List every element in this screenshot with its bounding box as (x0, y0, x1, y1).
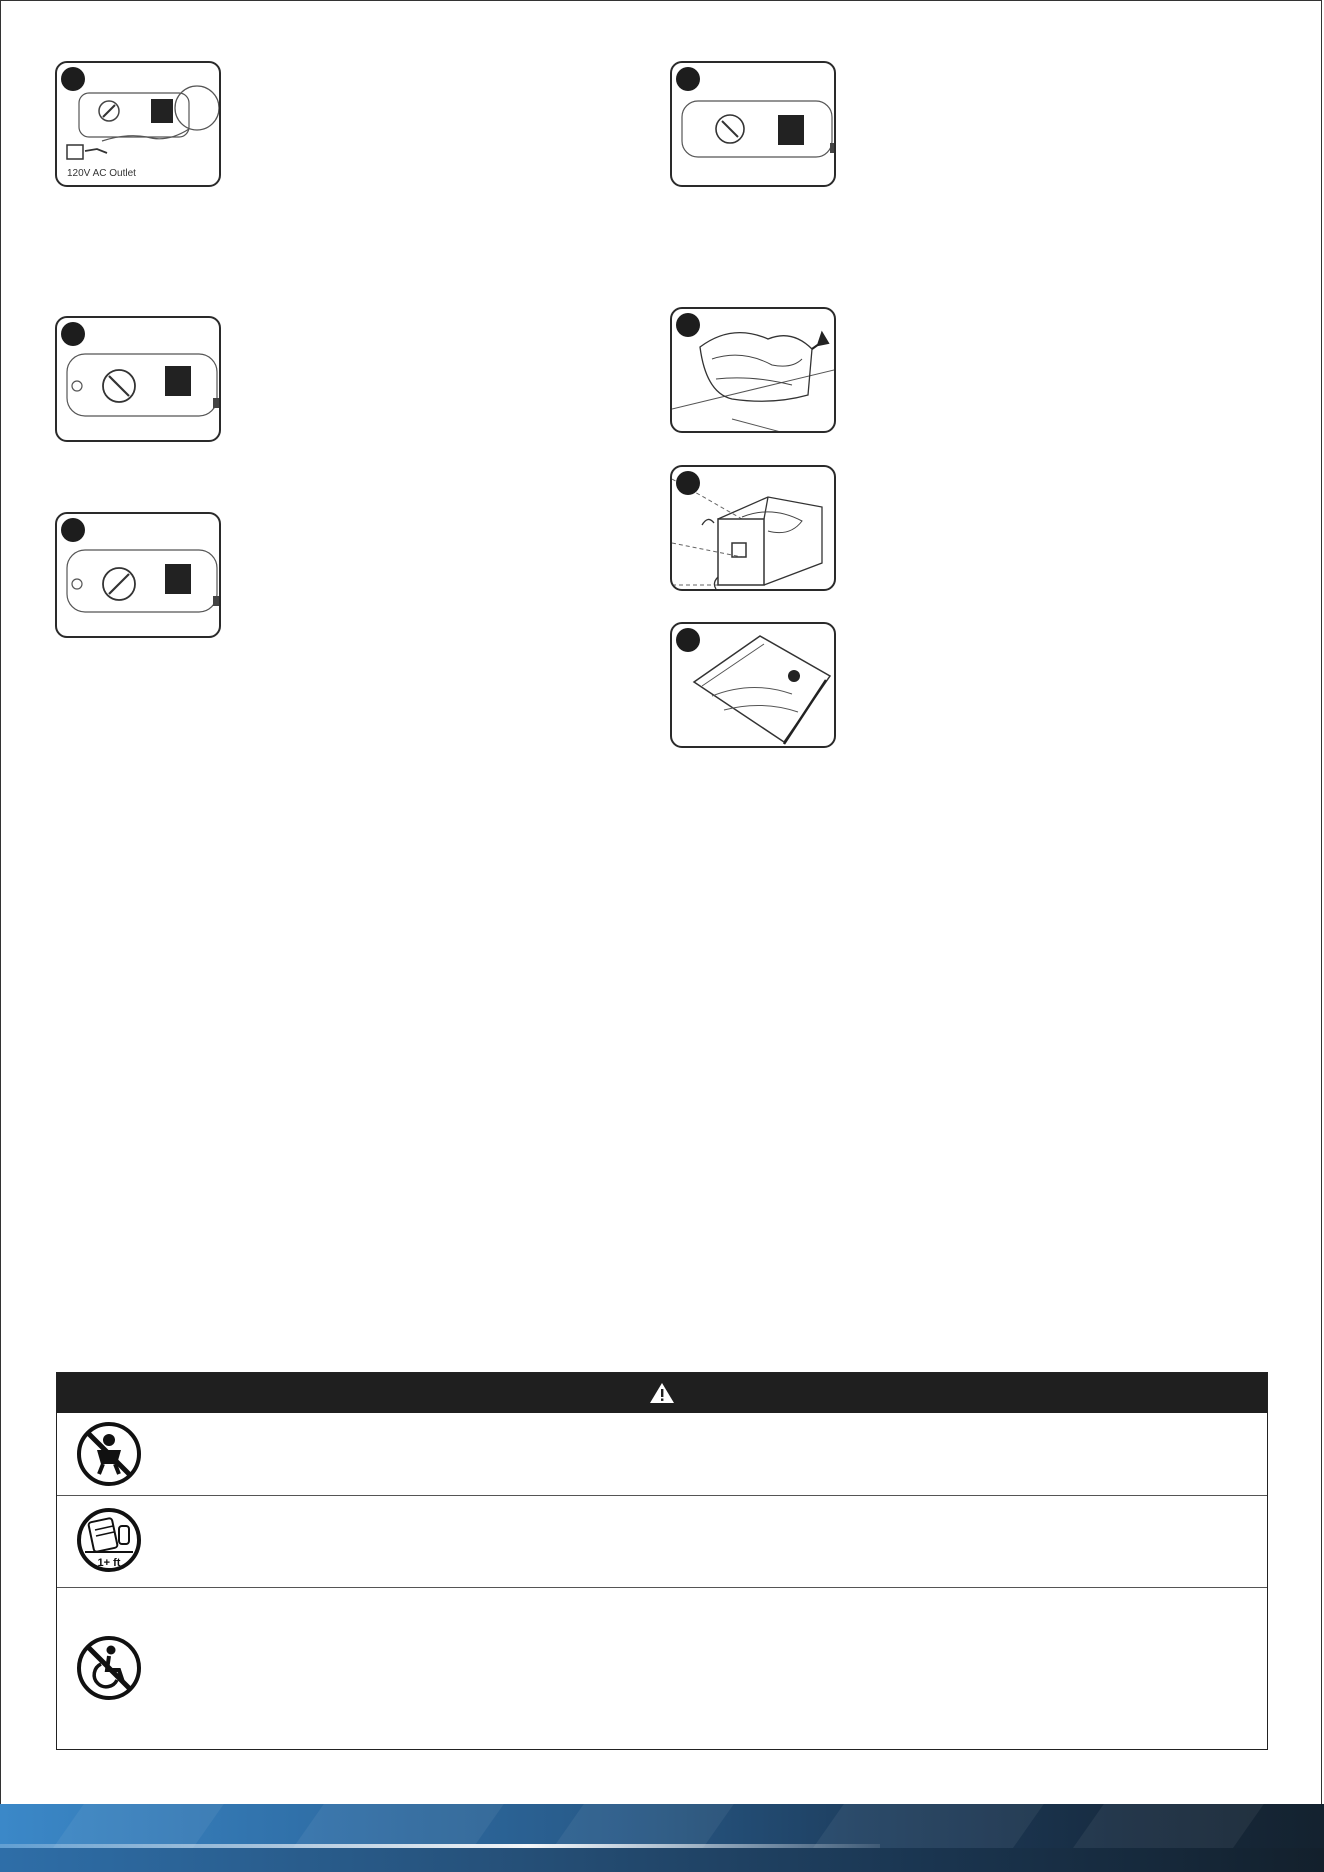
warning-row-children (57, 1413, 1267, 1495)
step-number-badge (61, 67, 85, 91)
step-7-panel (670, 622, 836, 748)
outlet-caption: 120V AC Outlet (67, 168, 136, 179)
step-2-panel (670, 61, 836, 187)
warning-row-distance (57, 1495, 1267, 1588)
no-children-icon (75, 1420, 143, 1488)
warning-header (57, 1373, 1267, 1413)
step-number-badge (61, 322, 85, 346)
distance-label: 1+ ft (97, 1557, 121, 1569)
step-6-panel (670, 465, 836, 591)
step-3-panel (55, 316, 221, 442)
step-number-badge (676, 471, 700, 495)
no-disabled-person-icon (75, 1634, 143, 1702)
step-number-badge (676, 628, 700, 652)
step-4-panel (55, 512, 221, 638)
keep-distance-1ft-icon (75, 1506, 143, 1574)
step-number-badge (61, 518, 85, 542)
warning-row-disabled (57, 1587, 1267, 1752)
step-number-badge (676, 313, 700, 337)
warning-table (56, 1372, 1268, 1750)
footer-band (0, 1804, 1324, 1872)
step-number-badge (676, 67, 700, 91)
step-5-panel (670, 307, 836, 433)
warning-triangle-icon (649, 1382, 675, 1404)
step-1-panel (55, 61, 221, 187)
